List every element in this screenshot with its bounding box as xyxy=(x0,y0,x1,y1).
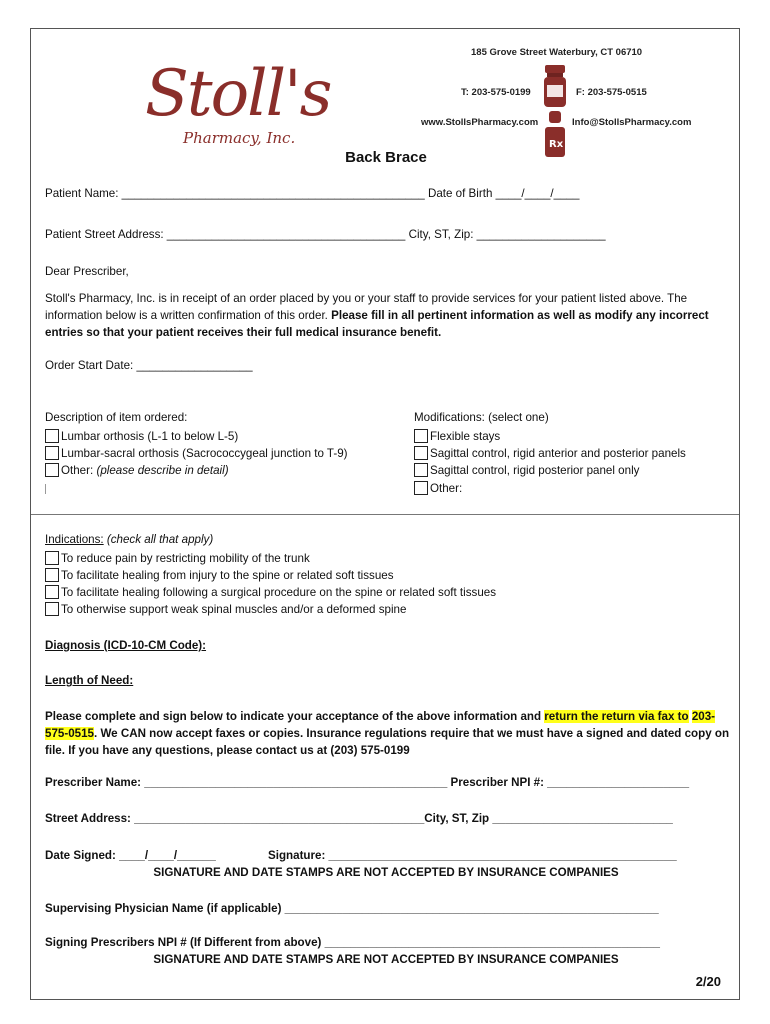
description-item-label: Lumbar-sacral orthosis (Sacrococcygeal junction to T-9) xyxy=(61,446,348,460)
checkbox[interactable] xyxy=(45,551,59,565)
letter-body-bold: Please fill in all pertinent information as well as modify any incorrect entries so that your patient receives their full medical insurance benefit. xyxy=(45,309,709,339)
description-other-label: Other: xyxy=(61,463,94,477)
rx-label: Rx xyxy=(549,139,564,150)
letter-body-plain: Stoll's Pharmacy, Inc. is in receipt of an order placed by you or your staff to provide services for your patient listed above. The information below is a written confirmation of this order. xyxy=(45,292,688,322)
rx-bottle-icon xyxy=(541,63,571,163)
modification-sagittal-anterior-posterior[interactable] xyxy=(414,446,686,460)
logo-subtext: Pharmacy, Inc. xyxy=(183,129,296,147)
section-divider xyxy=(31,514,739,515)
prescriber-street-line[interactable]: Street Address: _____________________________________________City, ST, Zip ____________________________ xyxy=(45,812,673,825)
indication-label: To facilitate healing following a surgical procedure on the spine or related soft tissues xyxy=(61,585,497,599)
form-page xyxy=(30,28,740,1000)
signing-npi-line[interactable]: Signing Prescribers NPI # (If Different from above) ____________________________________________________ xyxy=(45,936,660,949)
pharmacy-fax: F: 203-575-0515 xyxy=(576,87,647,98)
modifications-heading: Modifications: (select one) xyxy=(414,411,549,424)
checkbox[interactable] xyxy=(45,585,59,599)
logo-text: Stoll's xyxy=(145,57,331,131)
checkbox[interactable] xyxy=(414,446,428,460)
pharmacy-website[interactable]: www.StollsPharmacy.com xyxy=(421,117,539,128)
divider xyxy=(45,484,46,494)
indications-title: Indications: xyxy=(45,533,104,546)
checkbox[interactable] xyxy=(45,446,59,460)
description-item-lumbar-sacral[interactable] xyxy=(45,446,348,460)
stamp-notice-2: SIGNATURE AND DATE STAMPS ARE NOT ACCEPTED BY INSURANCE COMPANIES xyxy=(153,953,619,966)
checkbox[interactable] xyxy=(45,429,59,443)
indications-heading xyxy=(45,533,213,546)
instructions-text xyxy=(45,708,733,759)
description-item-lumbar[interactable] xyxy=(45,429,238,443)
fax-number-highlight: 203-575-0515 xyxy=(45,710,716,740)
indication-label: To reduce pain by restricting mobility of the trunk xyxy=(61,551,310,565)
checkbox[interactable] xyxy=(414,463,428,477)
stolls-logo xyxy=(141,51,331,161)
form-title: Back Brace xyxy=(345,149,427,166)
checkbox[interactable] xyxy=(45,568,59,582)
description-other-hint: (please describe in detail) xyxy=(96,463,229,477)
modification-label: Sagittal control, rigid anterior and posterior panels xyxy=(430,446,686,460)
length-of-need-label[interactable]: Length of Need: xyxy=(45,674,134,687)
checkbox[interactable] xyxy=(45,602,59,616)
checkbox[interactable] xyxy=(414,429,428,443)
indication-reduce-pain[interactable] xyxy=(45,551,310,565)
checkbox[interactable] xyxy=(45,463,59,477)
patient-address-line[interactable]: Patient Street Address: _____________________________________ City, ST, Zip: ____________________ xyxy=(45,228,606,241)
checkbox[interactable] xyxy=(414,481,428,495)
supervising-physician-line[interactable]: Supervising Physician Name (if applicable) __________________________________________________________ xyxy=(45,902,659,915)
pharmacy-address: 185 Grove Street Waterbury, CT 06710 xyxy=(471,47,643,58)
modification-flexible-stays[interactable] xyxy=(414,429,500,443)
description-item-label: Lumbar orthosis (L-1 to below L-5) xyxy=(61,429,239,443)
patient-name-line[interactable]: Patient Name: _______________________________________________ Date of Birth ____/____/____ xyxy=(45,187,580,200)
indication-healing-surgery[interactable] xyxy=(45,585,496,599)
signature-line[interactable]: Signature: ______________________________________________________ xyxy=(268,849,677,862)
order-start-date-line[interactable]: Order Start Date: __________________ xyxy=(45,359,253,372)
letter-body xyxy=(45,290,730,341)
pharmacy-phone: T: 203-575-0199 xyxy=(461,87,531,98)
prescriber-name-line[interactable]: Prescriber Name: _______________________________________________ Prescriber NPI #: ______________________ xyxy=(45,776,690,789)
stamp-notice: SIGNATURE AND DATE STAMPS ARE NOT ACCEPTED BY INSURANCE COMPANIES xyxy=(153,866,619,879)
date-signed-line[interactable]: Date Signed: ____/____/______ xyxy=(45,849,216,862)
instructions-part1: Please complete and sign below to indicate your acceptance of the above information and xyxy=(45,710,545,723)
description-item-other[interactable] xyxy=(45,463,229,477)
pharmacy-email[interactable]: Info@StollsPharmacy.com xyxy=(572,117,692,128)
modification-label: Other: xyxy=(430,481,463,495)
modification-sagittal-posterior[interactable] xyxy=(414,463,639,477)
description-heading: Description of item ordered: xyxy=(45,411,188,424)
indication-healing-injury[interactable] xyxy=(45,568,394,582)
indication-label: To otherwise support weak spinal muscles and/or a deformed spine xyxy=(61,602,407,616)
modification-label: Flexible stays xyxy=(430,429,501,443)
indication-support-spine[interactable] xyxy=(45,602,406,616)
modification-other[interactable] xyxy=(414,481,462,495)
indication-label: To facilitate healing from injury to the spine or related soft tissues xyxy=(61,568,394,582)
fax-highlight: return the return via fax to xyxy=(544,710,689,723)
page-number: 2/20 xyxy=(695,974,721,989)
diagnosis-label[interactable]: Diagnosis (ICD-10-CM Code): xyxy=(45,639,207,652)
instructions-part2: . We CAN now accept faxes or copies. Insurance regulations require that we must have a signed and dated copy on file. If you have any questions, please contact us at (203) 575-0199 xyxy=(45,727,730,757)
modification-label: Sagittal control, rigid posterior panel only xyxy=(430,463,640,477)
salutation: Dear Prescriber, xyxy=(45,265,129,278)
indications-hint: (check all that apply) xyxy=(103,533,214,546)
